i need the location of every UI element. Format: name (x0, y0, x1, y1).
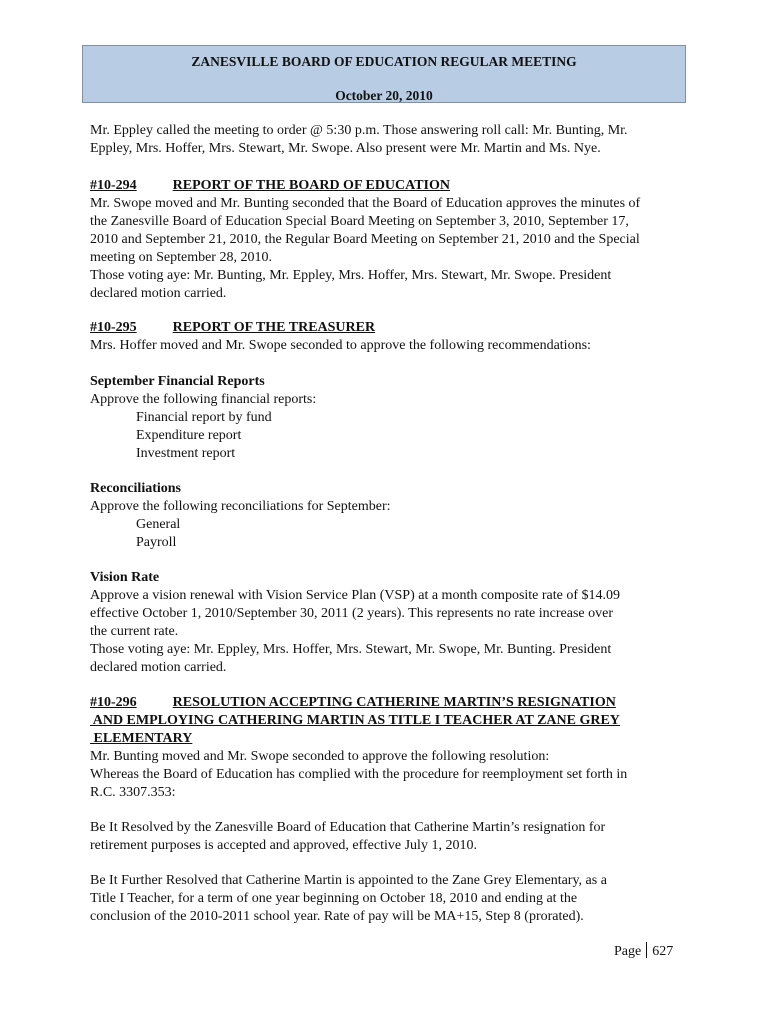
reconciliations (90, 480, 690, 552)
list-item: Payroll (136, 535, 177, 550)
footer-separator (646, 942, 647, 958)
intro-line: Eppley, Mrs. Hoffer, Mrs. Stewart, Mr. Swope. Also present were Mr. Martin and Ms. Nye. (90, 141, 601, 156)
section-title: RESOLUTION ACCEPTING CATHERINE MARTIN’S RESIGNATION (172, 695, 616, 710)
section-heading (90, 177, 690, 195)
section-number: #10-296 (90, 695, 137, 710)
resolution-paragraph-1 (90, 819, 690, 855)
text-line: Approve the following financial reports: (90, 392, 317, 407)
section-title-continued: ELEMENTARY (90, 731, 193, 746)
text-line: meeting on September 28, 2010. (90, 250, 272, 265)
text-line: Those voting aye: Mr. Bunting, Mr. Eppley, Mrs. Hoffer, Mrs. Stewart, Mr. Swope. President (90, 268, 612, 283)
text-line: the Zanesville Board of Education Special Board Meeting on September 3, 2010, September 17, (90, 214, 629, 229)
text-line: Mr. Swope moved and Mr. Bunting seconded that the Board of Education approves the minutes of (90, 196, 641, 211)
text-line: Be It Resolved by the Zanesville Board of Education that Catherine Martin’s resignation for (90, 820, 606, 835)
section-heading (90, 319, 690, 337)
text-line: conclusion of the 2010-2011 school year. Rate of pay will be MA+15, Step 8 (prorated). (90, 909, 584, 924)
intro-paragraph (90, 122, 690, 158)
page-label: Page (614, 944, 642, 959)
section-heading (90, 694, 690, 712)
section-number: #10-295 (90, 320, 137, 335)
section-number: #10-294 (90, 178, 137, 193)
text-line: retirement purposes is accepted and approved, effective July 1, 2010. (90, 838, 477, 853)
text-line: Approve the following reconciliations for September: (90, 499, 391, 514)
text-line: R.C. 3307.353: (90, 785, 176, 800)
text-line: Be It Further Resolved that Catherine Martin is appointed to the Zane Grey Elementary, as a (90, 873, 607, 888)
text-line: Whereas the Board of Education has complied with the procedure for reemployment set forth in (90, 767, 628, 782)
page-number: 627 (652, 944, 674, 959)
subheading: Vision Rate (90, 570, 160, 585)
text-line: declared motion carried. (90, 660, 227, 675)
text-line: 2010 and September 21, 2010, the Regular Board Meeting on September 21, 2010 and the Special (90, 232, 640, 247)
page-footer (614, 942, 673, 960)
meeting-title: ZANESVILLE BOARD OF EDUCATION REGULAR MEETING (191, 54, 577, 69)
text-line: Title I Teacher, for a term of one year beginning on October 18, 2010 and ending at the (90, 891, 578, 906)
list-item: Expenditure report (136, 428, 242, 443)
text-line: Those voting aye: Mr. Eppley, Mrs. Hoffer, Mrs. Stewart, Mr. Swope, Mr. Bunting. President (90, 642, 612, 657)
text-line: the current rate. (90, 624, 179, 639)
subheading: Reconciliations (90, 481, 181, 496)
financial-reports (90, 373, 690, 463)
section-title-continued: AND EMPLOYING CATHERING MARTIN AS TITLE I TEACHER AT ZANE GREY (90, 713, 620, 728)
vision-rate (90, 569, 690, 677)
list-item: General (136, 517, 181, 532)
meeting-date: October 20, 2010 (335, 88, 433, 103)
list-item: Investment report (136, 446, 236, 461)
text-line: Mrs. Hoffer moved and Mr. Swope seconded to approve the following recommendations: (90, 338, 591, 353)
section-title: REPORT OF THE TREASURER (172, 320, 376, 335)
text-line: effective October 1, 2010/September 30, 2011 (2 years). This represents no rate increase over (90, 606, 613, 621)
text-line: declared motion carried. (90, 286, 227, 301)
section-10-295 (90, 319, 690, 355)
subheading: September Financial Reports (90, 374, 265, 389)
text-line: Mr. Bunting moved and Mr. Swope seconded to approve the following resolution: (90, 749, 550, 764)
intro-line: Mr. Eppley called the meeting to order @ 5:30 p.m. Those answering roll call: Mr. Bunting, Mr. (90, 123, 628, 138)
section-10-294 (90, 177, 690, 303)
meeting-header-box (82, 45, 686, 103)
section-10-296 (90, 694, 690, 802)
list-item: Financial report by fund (136, 410, 272, 425)
text-line: Approve a vision renewal with Vision Service Plan (VSP) at a month composite rate of $14.09 (90, 588, 621, 603)
resolution-paragraph-2 (90, 872, 690, 926)
section-title: REPORT OF THE BOARD OF EDUCATION (172, 178, 451, 193)
